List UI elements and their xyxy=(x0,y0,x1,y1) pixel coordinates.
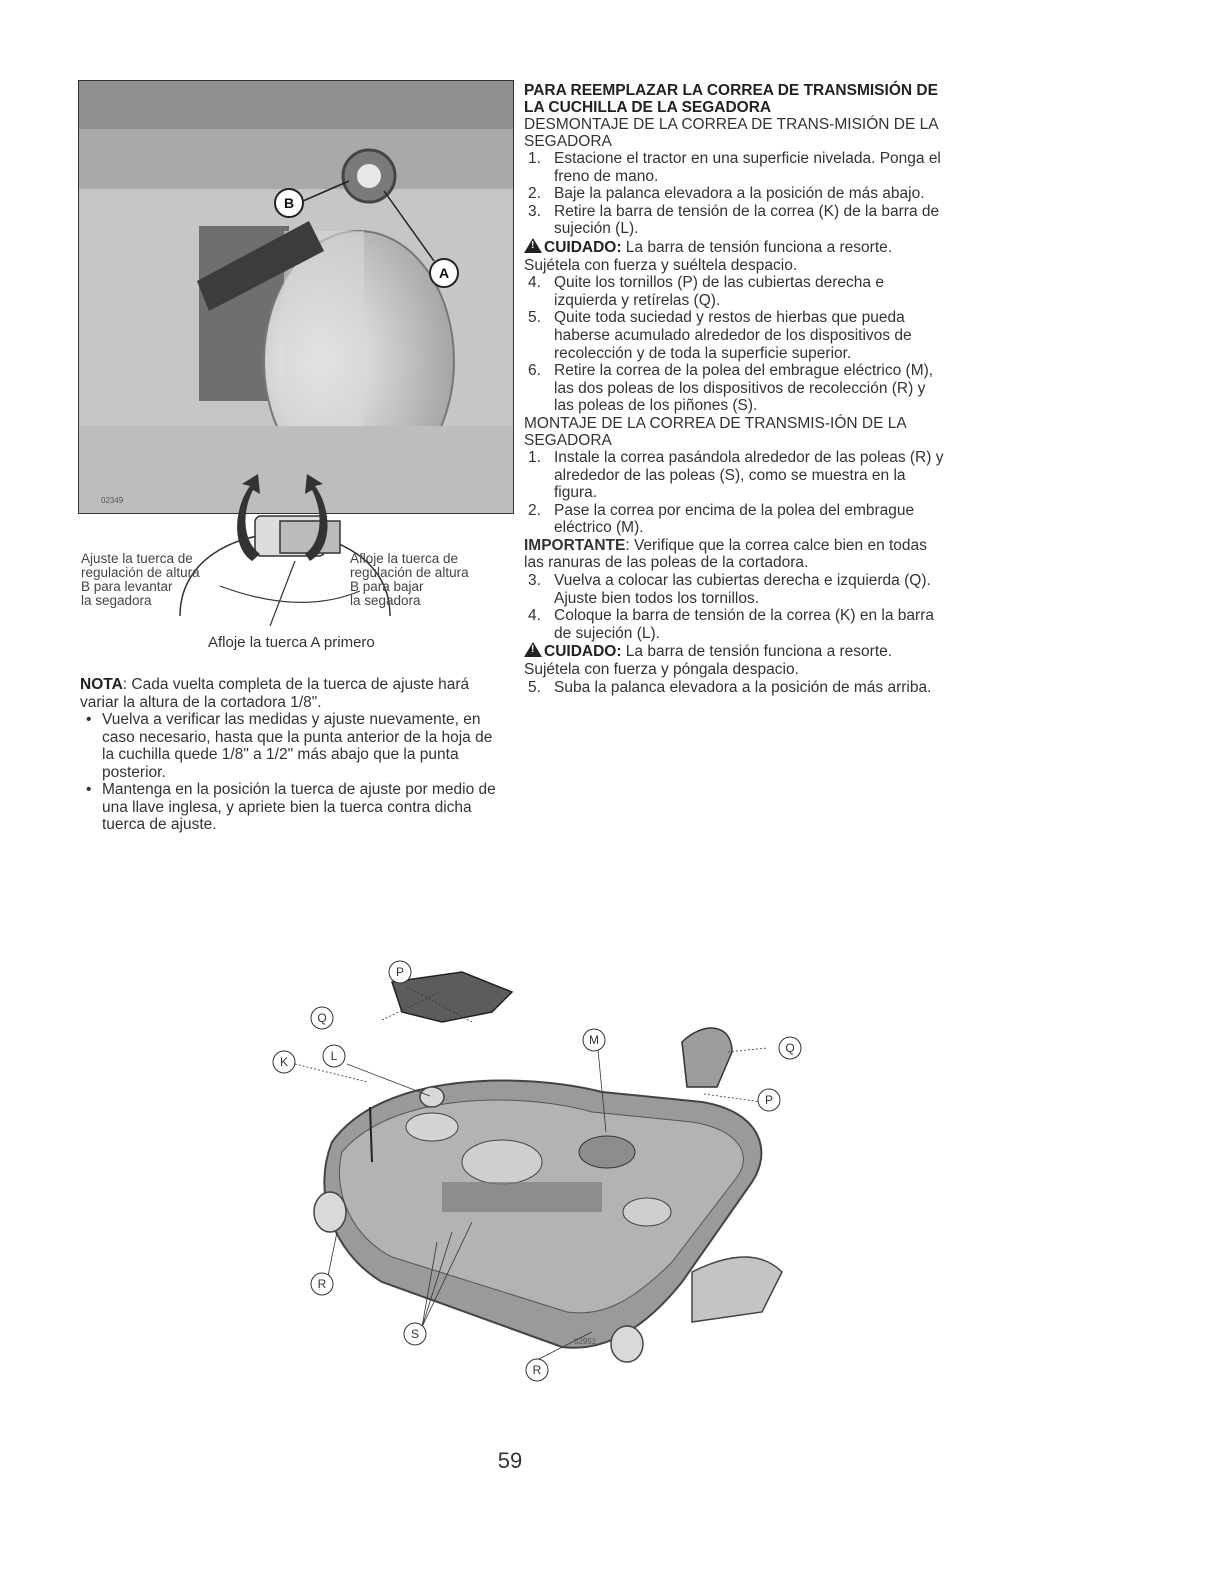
step-item xyxy=(524,362,944,415)
step-text: Coloque la barra de tensión de la correa (K) en la barra de sujeción (L). xyxy=(554,607,934,642)
step-item xyxy=(524,572,944,607)
callout-p: P xyxy=(395,965,405,979)
lower-label-line: la segadora xyxy=(350,593,421,608)
adjustment-nut-photo xyxy=(78,80,514,514)
step-number: 2. xyxy=(528,185,541,203)
step-number: 5. xyxy=(528,678,541,696)
caution-text: La barra de tensión funciona a resorte. Sujétela con fuerza y suéltela despacio. xyxy=(524,238,893,274)
step-text: Baje la palanca elevadora a la posición de más abajo. xyxy=(554,185,925,203)
step-text: Vuelva a colocar las cubiertas derecha e izquierda (Q). Ajuste bien todos los tornillos. xyxy=(554,572,931,607)
warning-icon: ! xyxy=(524,642,542,657)
callout-m: M xyxy=(589,1033,599,1047)
removal-steps-cont xyxy=(524,274,944,415)
note-block xyxy=(80,676,500,834)
photo-code: 02349 xyxy=(101,496,124,505)
step-text: Quite toda suciedad y restos de hierbas que pueda haberse acumulado alrededor de los dispositivos de recolección y de toda la superficie superior. xyxy=(554,309,912,362)
callout-p: P xyxy=(764,1093,774,1107)
installation-steps-cont xyxy=(524,572,944,642)
note-paragraph xyxy=(80,676,500,711)
step-item xyxy=(524,449,944,502)
caution-1 xyxy=(524,238,944,274)
caution-2 xyxy=(524,642,944,678)
step-number: 2. xyxy=(528,501,541,519)
step-text: Suba la palanca elevadora a la posición de más arriba. xyxy=(554,678,932,696)
raise-label-line: Ajuste la tuerca de xyxy=(81,551,193,566)
note-text: : Cada vuelta completa de la tuerca de ajuste hará variar la altura de la cortadora 1/8". xyxy=(80,676,470,711)
callout-q: Q xyxy=(785,1041,795,1055)
callout-l: L xyxy=(330,1049,338,1063)
page-number: 59 xyxy=(497,1448,523,1473)
note-bullet: • Mantenga en la posición la tuerca de ajuste por medio de una llave inglesa, y apriete bien la tuerca contra dicha tuerca de ajuste. xyxy=(80,781,500,834)
step-number: 3. xyxy=(528,572,541,590)
step-item xyxy=(524,502,944,537)
lower-label-line: B para bajar xyxy=(350,579,424,594)
callout-s: S xyxy=(410,1327,420,1341)
step-text: Instale la correa pasándola alrededor de las poleas (R) y alrededor de las poleas (S), como se muestra en la figura. xyxy=(554,448,944,502)
warning-icon: ! xyxy=(524,238,542,253)
caution-label: CUIDADO: xyxy=(544,643,622,661)
callout-q: Q xyxy=(317,1011,327,1025)
raise-label-line: B para levantar xyxy=(81,579,173,594)
step-item xyxy=(524,679,944,697)
installation-steps-final xyxy=(524,679,944,697)
installation-heading: MONTAJE DE LA CORREA DE TRANSMIS-IÓN DE LA SEGADORA xyxy=(524,414,906,449)
raise-label xyxy=(81,552,200,608)
step-item xyxy=(524,185,944,203)
step-number: 5. xyxy=(528,309,541,327)
step-text: Retire la barra de tensión de la correa (K) de la barra de sujeción (L). xyxy=(554,202,940,238)
callout-a: A xyxy=(438,265,450,281)
photo-illustration xyxy=(79,81,513,513)
caution-label: CUIDADO: xyxy=(544,238,622,256)
callout-r: R xyxy=(317,1277,327,1291)
note-bullet: • Vuelva a verificar las medidas y ajuste nuevamente, en caso necesario, hasta que la punta anterior de la hoja de la cuchilla quede 1/8" a 1/2" más abajo que la punta posterior. xyxy=(80,711,500,781)
step-number: 4. xyxy=(528,274,541,292)
step-item xyxy=(524,274,944,309)
removal-heading: DESMONTAJE DE LA CORREA DE TRANS-MISIÓN DE LA SEGADORA xyxy=(524,116,938,150)
callout-b: B xyxy=(283,195,295,211)
step-number: 1. xyxy=(528,448,541,466)
important-label: IMPORTANTE xyxy=(524,536,626,554)
step-text: Quite los tornillos (P) de las cubiertas derecha e izquierda y retírelas (Q). xyxy=(554,274,884,309)
callout-r: R xyxy=(532,1363,542,1377)
lower-label-line: Afloje la tuerca de xyxy=(350,551,459,566)
section-title: PARA REEMPLAZAR LA CORREA DE TRANSMISIÓN DE LA CUCHILLA DE LA SEGADORA xyxy=(524,82,938,116)
lower-label xyxy=(350,552,469,608)
important-note xyxy=(524,537,944,572)
raise-label-line: la segadora xyxy=(81,593,152,608)
callout-k: K xyxy=(279,1055,289,1069)
step-item xyxy=(524,150,944,185)
loosen-nut-a-caption: Afloje la tuerca A primero xyxy=(208,634,375,651)
step-text: Retire la correa de la polea del embrague eléctrico (M), las dos poleas de los dispositivos de recolección (R) y las poleas de los piñones (S). xyxy=(554,362,934,415)
step-item xyxy=(524,607,944,642)
installation-steps xyxy=(524,449,944,537)
caution-text: La barra de tensión funciona a resorte. Sujétela con fuerza y póngala despacio. xyxy=(524,643,893,679)
belt-replacement-section xyxy=(524,82,944,696)
lower-label-line: regulación de altura xyxy=(350,565,469,580)
diagram-code: 02951 xyxy=(574,1337,597,1346)
step-number: 6. xyxy=(528,362,541,380)
removal-steps xyxy=(524,150,944,238)
step-number: 3. xyxy=(528,202,541,220)
step-number: 1. xyxy=(528,150,541,167)
note-label: NOTA xyxy=(80,676,123,693)
step-text: Pase la correa por encima de la polea del embrague eléctrico (M). xyxy=(554,501,915,537)
step-number: 4. xyxy=(528,607,541,625)
mower-deck-diagram xyxy=(262,952,842,1392)
step-item xyxy=(524,203,944,238)
step-item xyxy=(524,309,944,362)
step-text: Estacione el tractor en una superficie nivelada. Ponga el freno de mano. xyxy=(554,150,941,185)
important-text: : Verifique que la correa calce bien en todas las ranuras de las poleas de la cortadora. xyxy=(524,536,927,572)
raise-label-line: regulación de altura xyxy=(81,565,200,580)
